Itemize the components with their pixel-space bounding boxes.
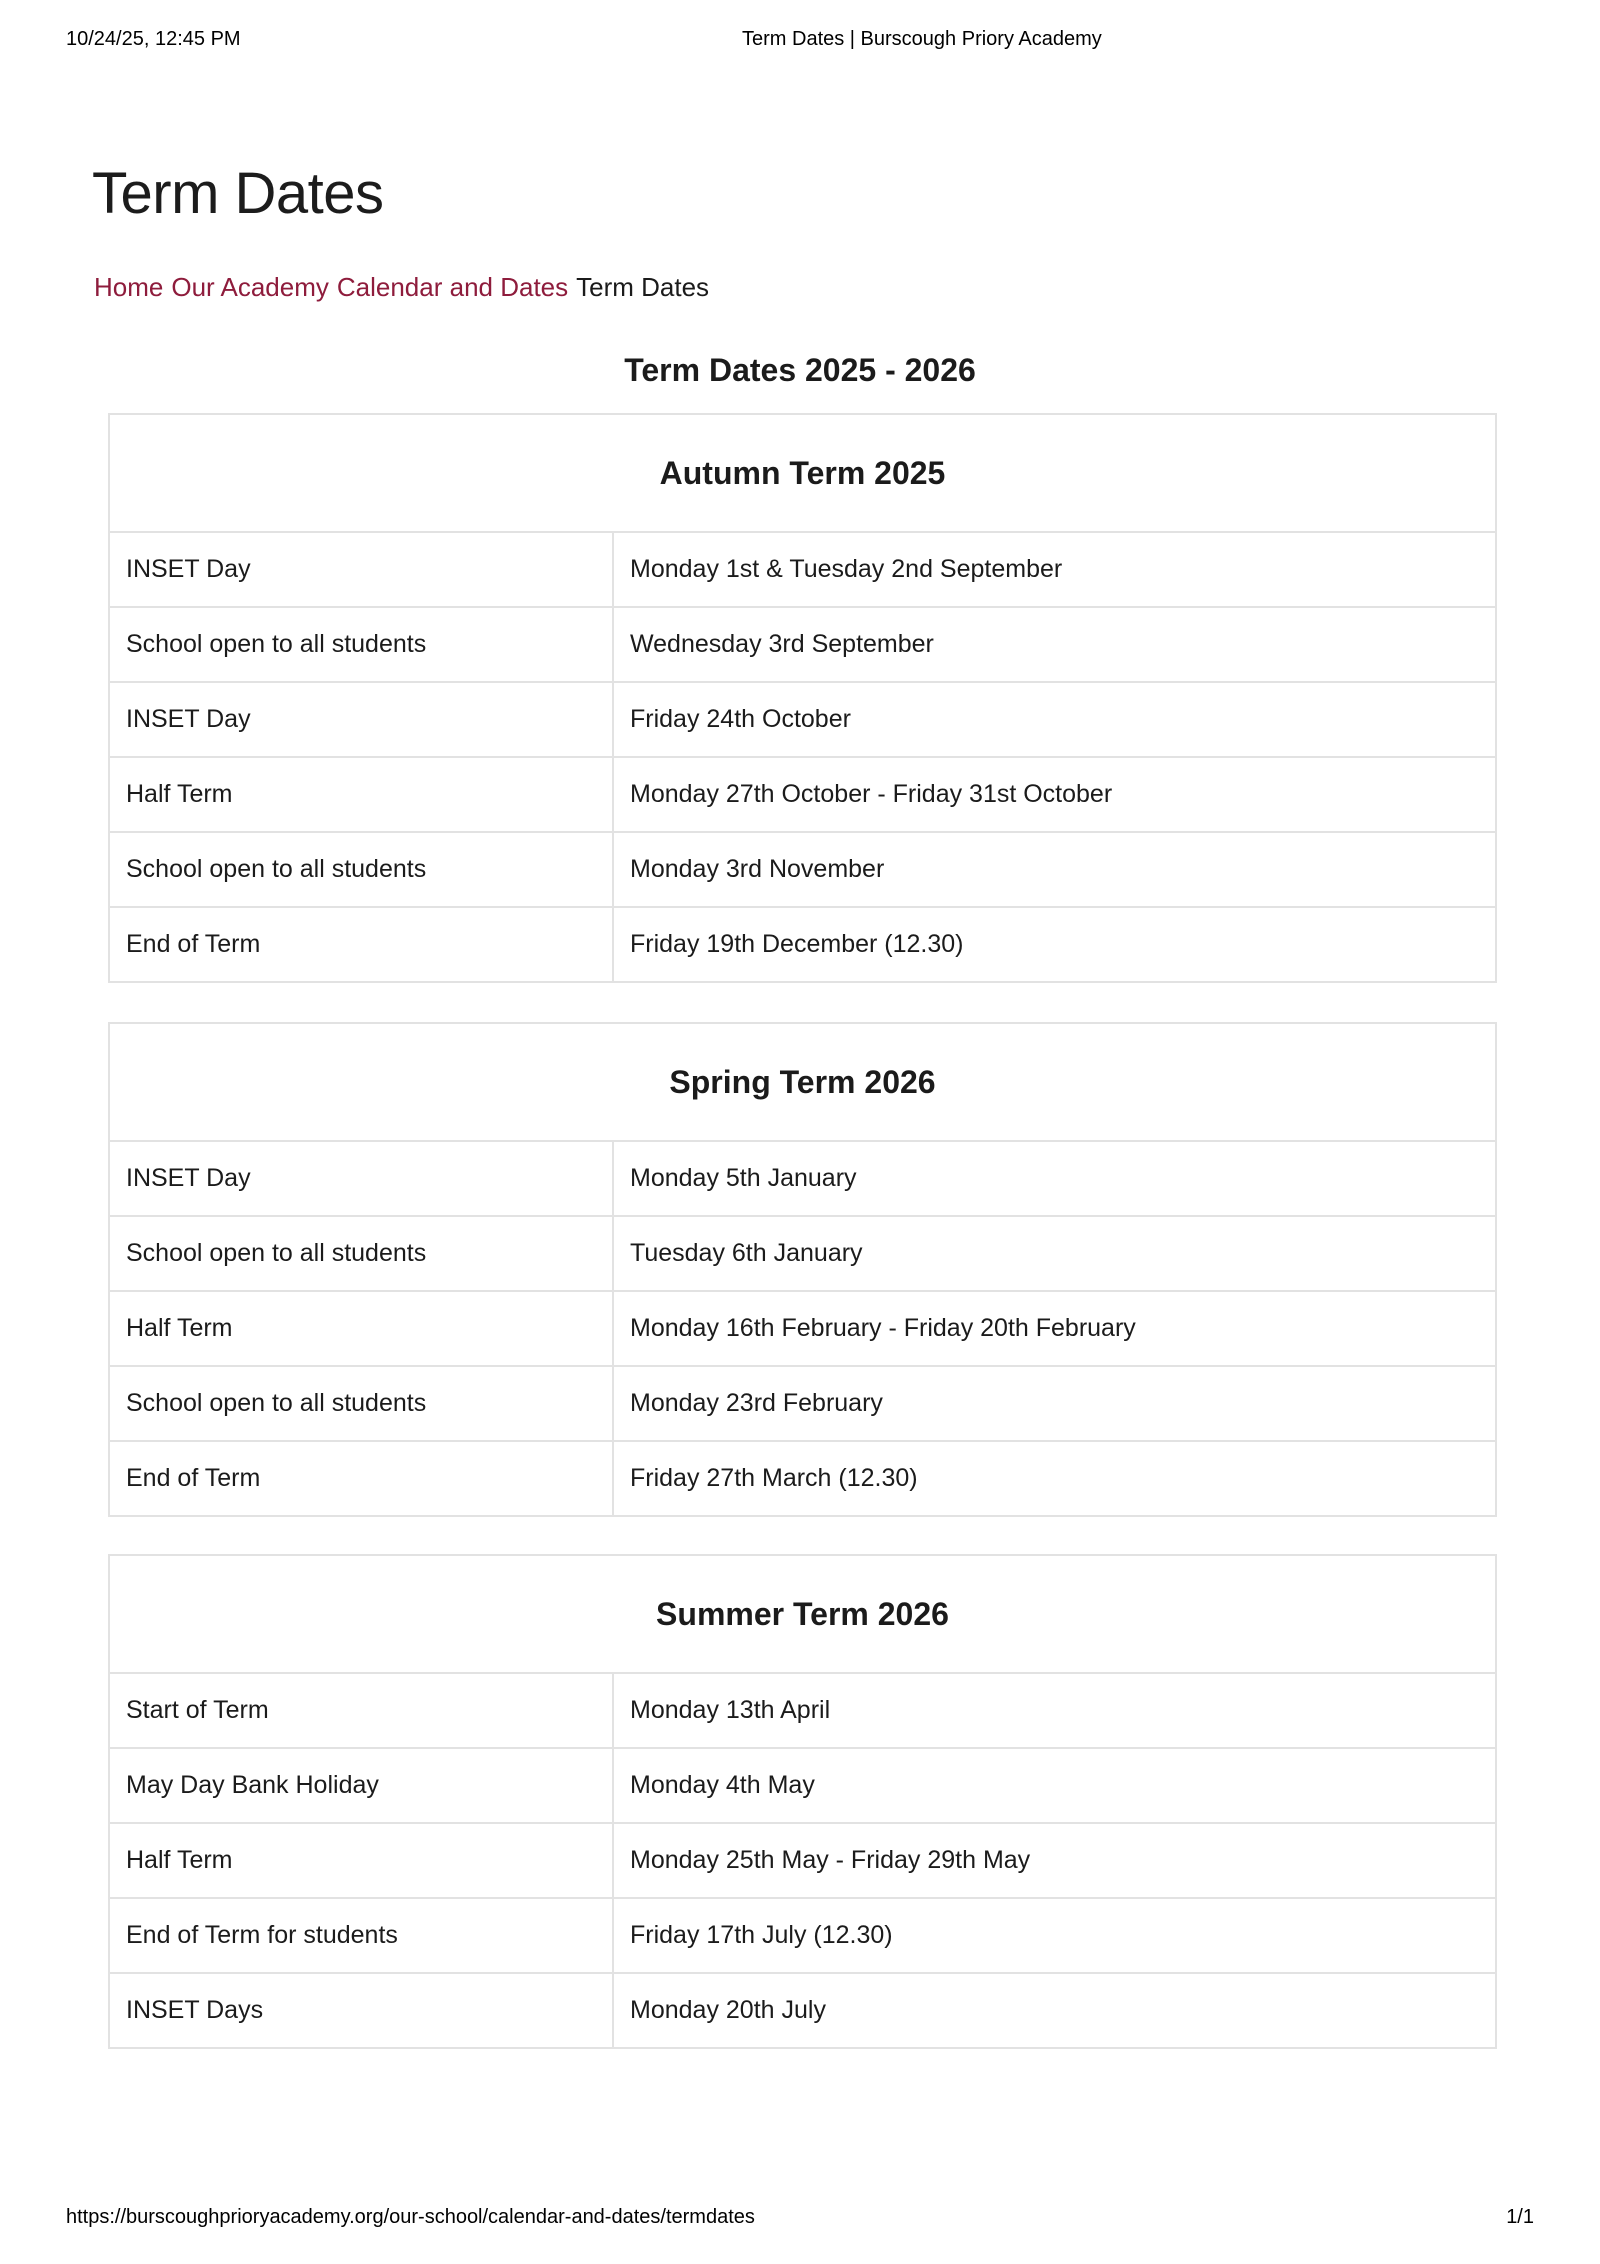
table-row (109, 682, 1496, 757)
table-row (109, 1366, 1496, 1441)
breadcrumb-link-home[interactable]: Home (94, 272, 164, 302)
table-row (109, 757, 1496, 832)
print-header-document-title: Term Dates | Burscough Priory Academy (742, 28, 1102, 50)
term-table-spring (108, 1022, 1497, 1517)
row-label-cell: INSET Day (109, 1141, 613, 1216)
row-value-cell: Monday 16th February - Friday 20th February (613, 1291, 1496, 1366)
row-value-cell: Monday 23rd February (613, 1366, 1496, 1441)
row-label-cell: INSET Day (109, 532, 613, 607)
row-label-cell: INSET Day (109, 682, 613, 757)
table-header-row (109, 1023, 1496, 1141)
table-row (109, 532, 1496, 607)
row-value-cell: Monday 27th October - Friday 31st October (613, 757, 1496, 832)
section-title: Term Dates 2025 - 2026 (624, 352, 976, 388)
row-value-cell: Friday 24th October (613, 682, 1496, 757)
row-label-cell: May Day Bank Holiday (109, 1748, 613, 1823)
row-value-cell: Monday 1st & Tuesday 2nd September (613, 532, 1496, 607)
row-label-cell: Start of Term (109, 1673, 613, 1748)
row-label-cell: Half Term (109, 1823, 613, 1898)
row-value-cell: Monday 5th January (613, 1141, 1496, 1216)
row-label-cell: School open to all students (109, 832, 613, 907)
table-header-cell: Autumn Term 2025 (109, 414, 1496, 532)
table-header-row (109, 1555, 1496, 1673)
table-row (109, 1898, 1496, 1973)
row-label-cell: INSET Days (109, 1973, 613, 2048)
row-label-cell: School open to all students (109, 1366, 613, 1441)
breadcrumb (94, 272, 709, 303)
table-row (109, 832, 1496, 907)
row-label-cell: School open to all students (109, 1216, 613, 1291)
print-header-timestamp: 10/24/25, 12:45 PM (66, 28, 241, 50)
breadcrumb-link-calendar-and-dates[interactable]: Calendar and Dates (336, 272, 569, 302)
row-label-cell: End of Term for students (109, 1898, 613, 1973)
table-row (109, 607, 1496, 682)
table-row (109, 1673, 1496, 1748)
row-label-cell: End of Term (109, 907, 613, 982)
row-value-cell: Monday 3rd November (613, 832, 1496, 907)
table-row (109, 907, 1496, 982)
breadcrumb-current-page: Term Dates (576, 272, 710, 302)
row-value-cell: Wednesday 3rd September (613, 607, 1496, 682)
table-row (109, 1441, 1496, 1516)
table-row (109, 1141, 1496, 1216)
table-row (109, 1291, 1496, 1366)
row-value-cell: Tuesday 6th January (613, 1216, 1496, 1291)
row-label-cell: Half Term (109, 1291, 613, 1366)
table-row (109, 1973, 1496, 2048)
print-footer-page-indicator: 1/1 (1506, 2206, 1534, 2228)
row-value-cell: Monday 25th May - Friday 29th May (613, 1823, 1496, 1898)
table-header-cell: Spring Term 2026 (109, 1023, 1496, 1141)
table-header-row (109, 414, 1496, 532)
row-value-cell: Friday 19th December (12.30) (613, 907, 1496, 982)
table-row (109, 1748, 1496, 1823)
page-title: Term Dates (92, 161, 384, 226)
table-row (109, 1823, 1496, 1898)
row-label-cell: End of Term (109, 1441, 613, 1516)
row-value-cell: Monday 13th April (613, 1673, 1496, 1748)
row-value-cell: Friday 27th March (12.30) (613, 1441, 1496, 1516)
print-footer-url: https://burscoughprioryacademy.org/our-school/calendar-and-dates/termdates (66, 2206, 755, 2228)
row-value-cell: Friday 17th July (12.30) (613, 1898, 1496, 1973)
breadcrumb-link-our-academy[interactable]: Our Academy (171, 272, 329, 302)
row-label-cell: Half Term (109, 757, 613, 832)
table-row (109, 1216, 1496, 1291)
row-value-cell: Monday 4th May (613, 1748, 1496, 1823)
row-value-cell: Monday 20th July (613, 1973, 1496, 2048)
term-table-autumn (108, 413, 1497, 983)
table-header-cell: Summer Term 2026 (109, 1555, 1496, 1673)
term-table-summer (108, 1554, 1497, 2049)
row-label-cell: School open to all students (109, 607, 613, 682)
